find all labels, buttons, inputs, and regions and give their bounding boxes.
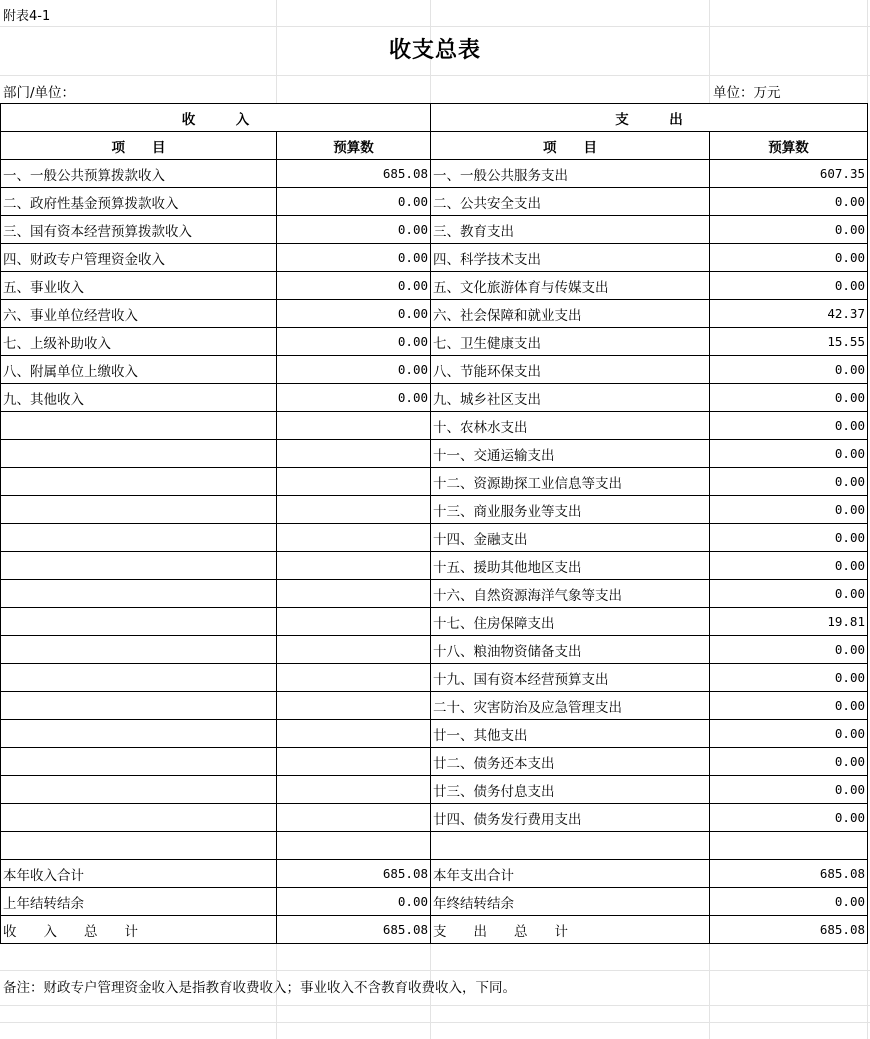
table-row: [1, 216, 868, 244]
income-item-cell[interactable]: [1, 468, 277, 496]
table-row: [1, 804, 868, 832]
expense-value-cell[interactable]: 0.00: [710, 720, 868, 748]
table-row: [1, 552, 868, 580]
income-value-cell[interactable]: [277, 664, 431, 692]
expense-value-cell[interactable]: 0.00: [710, 748, 868, 776]
expense-value-cell[interactable]: 0.00: [710, 468, 868, 496]
expense-item-cell[interactable]: 八、节能环保支出: [431, 356, 710, 384]
table-row: [1, 440, 868, 468]
expense-value-cell[interactable]: 0.00: [710, 440, 868, 468]
income-value-cell[interactable]: [277, 440, 431, 468]
expense-value-cell[interactable]: 685.08: [710, 916, 868, 944]
expense-item-cell[interactable]: 二、公共安全支出: [431, 188, 710, 216]
income-item-cell[interactable]: [1, 636, 277, 664]
gridline: [867, 942, 868, 1039]
income-item-cell[interactable]: 一、一般公共预算拨款收入: [1, 160, 277, 188]
table-row: [1, 496, 868, 524]
income-item-cell[interactable]: 七、上级补助收入: [1, 328, 277, 356]
income-item-cell[interactable]: [1, 832, 277, 860]
income-item-cell[interactable]: [1, 580, 277, 608]
table-group-header-row: [1, 104, 868, 132]
expense-item-col-header: 项 目: [431, 132, 710, 160]
expense-item-cell[interactable]: 廿一、其他支出: [431, 720, 710, 748]
expense-item-cell[interactable]: 一、一般公共服务支出: [431, 160, 710, 188]
table-row: [1, 384, 868, 412]
expense-item-cell[interactable]: 十三、商业服务业等支出: [431, 496, 710, 524]
expense-value-cell[interactable]: 0.00: [710, 356, 868, 384]
income-expense-table: [0, 103, 868, 944]
expense-item-cell[interactable]: 十六、自然资源海洋气象等支出: [431, 580, 710, 608]
income-item-cell[interactable]: 五、事业收入: [1, 272, 277, 300]
expense-item-cell[interactable]: 十八、粮油物资储备支出: [431, 636, 710, 664]
expense-value-cell[interactable]: 0.00: [710, 524, 868, 552]
expense-value-cell[interactable]: 0.00: [710, 412, 868, 440]
total-row: [1, 916, 868, 944]
income-value-cell[interactable]: 0.00: [277, 356, 431, 384]
table-row: [1, 412, 868, 440]
income-value-cell[interactable]: [277, 692, 431, 720]
table-row: [1, 664, 868, 692]
expense-item-cell[interactable]: 廿二、债务还本支出: [431, 748, 710, 776]
expense-item-cell[interactable]: 廿四、债务发行费用支出: [431, 804, 710, 832]
income-item-cell[interactable]: [1, 664, 277, 692]
table-row: [1, 580, 868, 608]
expense-value-cell[interactable]: 0.00: [710, 216, 868, 244]
expense-value-cell[interactable]: 0.00: [710, 692, 868, 720]
footnote: 备注：财政专户管理资金收入是指教育收费收入；事业收入不含教育收费收入，下同。: [3, 980, 516, 996]
unit-label: 单位：万元: [713, 85, 781, 101]
gridline: [0, 1005, 870, 1006]
total-row: [1, 888, 868, 916]
expense-value-cell[interactable]: 0.00: [710, 804, 868, 832]
income-item-cell[interactable]: 六、事业单位经营收入: [1, 300, 277, 328]
expense-item-cell[interactable]: 十、农林水支出: [431, 412, 710, 440]
income-value-cell[interactable]: 0.00: [277, 272, 431, 300]
income-item-cell[interactable]: [1, 608, 277, 636]
income-item-cell[interactable]: [1, 440, 277, 468]
income-value-cell[interactable]: [277, 608, 431, 636]
expense-item-cell[interactable]: 支 出 总 计: [431, 916, 710, 944]
total-row: [1, 860, 868, 888]
income-value-cell[interactable]: 0.00: [277, 216, 431, 244]
income-item-cell[interactable]: [1, 552, 277, 580]
income-value-cell[interactable]: 0.00: [277, 188, 431, 216]
income-value-cell[interactable]: [277, 636, 431, 664]
income-budget-col-header: 预算数: [277, 132, 431, 160]
expense-item-cell[interactable]: 六、社会保障和就业支出: [431, 300, 710, 328]
expense-value-cell[interactable]: 0.00: [710, 188, 868, 216]
table-row: [1, 244, 868, 272]
income-item-cell[interactable]: 上年结转结余: [1, 888, 277, 916]
gridline: [0, 26, 870, 27]
expense-value-cell[interactable]: 607.35: [710, 160, 868, 188]
income-value-cell[interactable]: [277, 580, 431, 608]
income-value-cell[interactable]: [277, 832, 431, 860]
expense-value-cell[interactable]: 0.00: [710, 776, 868, 804]
income-value-cell[interactable]: [277, 412, 431, 440]
expense-item-cell[interactable]: 十二、资源勘探工业信息等支出: [431, 468, 710, 496]
income-value-cell[interactable]: [277, 720, 431, 748]
gridline: [0, 970, 870, 971]
gridline: [0, 1022, 870, 1023]
expense-item-cell[interactable]: 十七、住房保障支出: [431, 608, 710, 636]
table-row: [1, 160, 868, 188]
income-item-cell[interactable]: 九、其他收入: [1, 384, 277, 412]
income-item-cell[interactable]: 四、财政专户管理资金收入: [1, 244, 277, 272]
income-item-cell[interactable]: [1, 524, 277, 552]
income-item-cell[interactable]: 三、国有资本经营预算拨款收入: [1, 216, 277, 244]
expense-value-cell[interactable]: 15.55: [710, 328, 868, 356]
expense-value-cell[interactable]: 0.00: [710, 580, 868, 608]
income-value-cell[interactable]: 685.08: [277, 860, 431, 888]
expense-item-cell[interactable]: 十九、国有资本经营预算支出: [431, 664, 710, 692]
income-item-cell[interactable]: [1, 804, 277, 832]
expense-value-cell[interactable]: 0.00: [710, 384, 868, 412]
income-value-cell[interactable]: 0.00: [277, 328, 431, 356]
income-item-cell[interactable]: [1, 748, 277, 776]
income-value-cell[interactable]: [277, 524, 431, 552]
income-item-cell[interactable]: 八、附属单位上缴收入: [1, 356, 277, 384]
income-value-cell[interactable]: 685.08: [277, 916, 431, 944]
income-value-cell[interactable]: [277, 496, 431, 524]
department-label: 部门/单位：: [3, 85, 76, 101]
expense-value-cell[interactable]: 19.81: [710, 608, 868, 636]
income-value-cell[interactable]: [277, 804, 431, 832]
table-column-header-row: [1, 132, 868, 160]
table-row: [1, 832, 868, 860]
income-item-cell[interactable]: [1, 776, 277, 804]
expense-value-cell[interactable]: 0.00: [710, 552, 868, 580]
table-row: [1, 636, 868, 664]
table-row: [1, 748, 868, 776]
income-item-cell[interactable]: 收 入 总 计: [1, 916, 277, 944]
expense-value-cell[interactable]: 0.00: [710, 272, 868, 300]
expense-item-cell[interactable]: 九、城乡社区支出: [431, 384, 710, 412]
table-row: [1, 720, 868, 748]
table-row: [1, 188, 868, 216]
expense-budget-col-header: 预算数: [710, 132, 868, 160]
table-row: [1, 356, 868, 384]
expense-item-cell[interactable]: 七、卫生健康支出: [431, 328, 710, 356]
income-value-cell[interactable]: 0.00: [277, 244, 431, 272]
expense-header: 支 出: [431, 104, 868, 132]
expense-item-cell[interactable]: 廿三、债务付息支出: [431, 776, 710, 804]
expense-value-cell[interactable]: 685.08: [710, 860, 868, 888]
income-item-cell[interactable]: [1, 692, 277, 720]
table-row: [1, 300, 868, 328]
expense-value-cell[interactable]: [710, 832, 868, 860]
expense-item-cell[interactable]: 二十、灾害防治及应急管理支出: [431, 692, 710, 720]
table-row: [1, 328, 868, 356]
attachment-label: 附表4-1: [3, 9, 51, 24]
expense-item-cell[interactable]: 十四、金融支出: [431, 524, 710, 552]
table-row: [1, 272, 868, 300]
expense-value-cell[interactable]: 0.00: [710, 664, 868, 692]
page-title: 收支总表: [388, 38, 481, 63]
income-item-cell[interactable]: 二、政府性基金预算拨款收入: [1, 188, 277, 216]
expense-item-cell[interactable]: 四、科学技术支出: [431, 244, 710, 272]
expense-value-cell[interactable]: 0.00: [710, 244, 868, 272]
gridline: [0, 75, 870, 76]
income-item-col-header: 项 目: [1, 132, 277, 160]
income-item-cell[interactable]: 本年收入合计: [1, 860, 277, 888]
income-item-cell[interactable]: [1, 720, 277, 748]
expense-item-cell[interactable]: 十五、援助其他地区支出: [431, 552, 710, 580]
income-value-cell[interactable]: [277, 468, 431, 496]
table-row: [1, 608, 868, 636]
expense-value-cell[interactable]: 0.00: [710, 888, 868, 916]
expense-item-cell[interactable]: 年终结转结余: [431, 888, 710, 916]
expense-value-cell[interactable]: 42.37: [710, 300, 868, 328]
expense-value-cell[interactable]: 0.00: [710, 636, 868, 664]
expense-item-cell[interactable]: 三、教育支出: [431, 216, 710, 244]
income-value-cell[interactable]: [277, 776, 431, 804]
income-value-cell[interactable]: 0.00: [277, 384, 431, 412]
expense-item-cell[interactable]: 本年支出合计: [431, 860, 710, 888]
table-row: [1, 692, 868, 720]
income-header: 收 入: [1, 104, 431, 132]
expense-item-cell[interactable]: 五、文化旅游体育与传媒支出: [431, 272, 710, 300]
income-item-cell[interactable]: [1, 412, 277, 440]
expense-value-cell[interactable]: 0.00: [710, 496, 868, 524]
income-value-cell[interactable]: 0.00: [277, 300, 431, 328]
income-value-cell[interactable]: 0.00: [277, 888, 431, 916]
expense-item-cell[interactable]: 十一、交通运输支出: [431, 440, 710, 468]
income-value-cell[interactable]: [277, 552, 431, 580]
table-row: [1, 776, 868, 804]
gridline: [709, 942, 710, 1039]
income-item-cell[interactable]: [1, 496, 277, 524]
expense-item-cell[interactable]: [431, 832, 710, 860]
table-row: [1, 468, 868, 496]
income-value-cell[interactable]: [277, 748, 431, 776]
table-row: [1, 524, 868, 552]
income-value-cell[interactable]: 685.08: [277, 160, 431, 188]
